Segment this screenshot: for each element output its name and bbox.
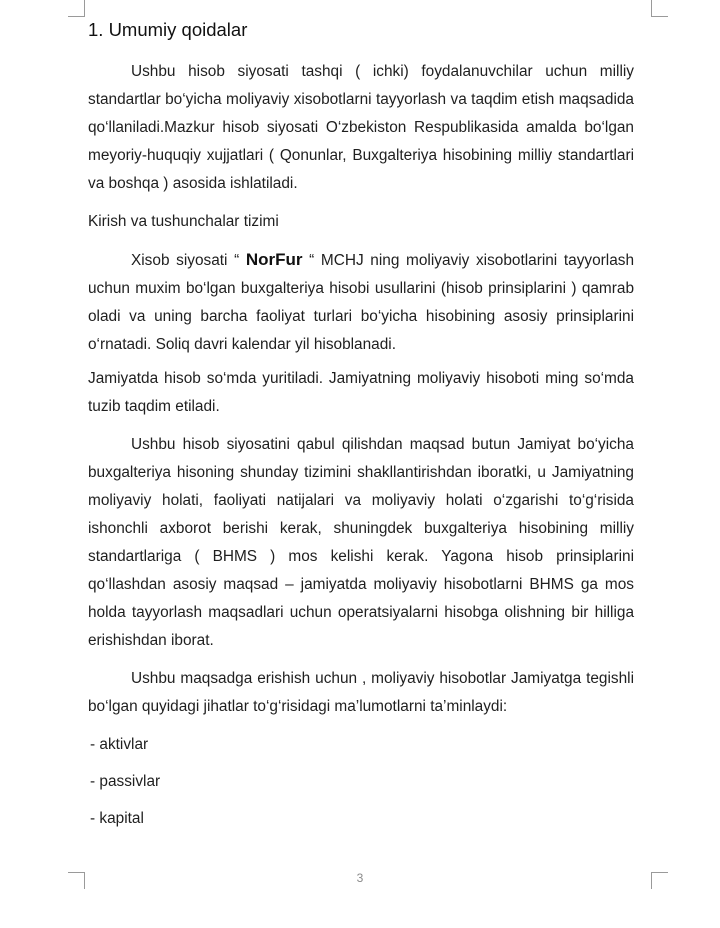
paragraph-policy-start: Xisob siyosati “ bbox=[131, 252, 240, 269]
company-name: NorFur bbox=[245, 250, 303, 269]
crop-mark-top-right bbox=[651, 0, 668, 17]
paragraph-policy bbox=[88, 246, 634, 359]
page-number: 3 bbox=[356, 871, 364, 885]
subheading: Kirish va tushunchalar tizimi bbox=[88, 213, 279, 230]
paragraph-intro: Ushbu hisob siyosati tashqi ( ichki) foydalanuvchilar uchun milliy standartlar bo‘yicha moliyaviy xisobotlarni tayyorlash va taqdim etish maqsadida qo‘llaniladi.Mazkur hisob siyosati O‘zbekiston Respublikasida amalda bo‘lgan meyoriy-huquqiy xujjatlari ( Qonunlar, Buxgalteriya hisobining milliy standartlari va boshqa ) asosida ishlatiladi. bbox=[88, 63, 634, 192]
paragraph-goal: Ushbu maqsadga erishish uchun , moliyaviy hisobotlar Jamiyatga tegishli bo‘lgan quyidagi jihatlar to‘g‘risidagi ma’lumotlarni ta’minlaydi: bbox=[88, 670, 634, 715]
list-item: - passivlar bbox=[90, 773, 161, 790]
crop-mark-top-left bbox=[68, 0, 85, 17]
section-heading: 1. Umumiy qoidalar bbox=[88, 19, 248, 40]
list-item: - kapital bbox=[90, 810, 144, 827]
paragraph-currency: Jamiyatda hisob so‘mda yuritiladi. Jamiyatning moliyaviy hisoboti ming so‘mda tuzib taqdim etiladi. bbox=[88, 370, 634, 415]
page-content bbox=[88, 18, 634, 842]
bullet-list bbox=[88, 731, 634, 833]
paragraph-purpose: Ushbu hisob siyosatini qabul qilishdan maqsad butun Jamiyat bo‘yicha buxgalteriya hisoning shunday tizimini shakllantirishdan iboratki, u Jamiyatning moliyaviy holati, faoliyati natijalari va moliyaviy holati o‘zgarishi to‘g‘risida ishonchli axborot berishi kerak, shuningdek buxgalteriya hisobining milliy standartlariga ( BHMS ) mos kelishi kerak. Yagona hisob prinsiplarini qo‘llashdan asosiy maqsad – jamiyatda moliyaviy hisobotlarni BHMS ga mos holda tayyorlash maqsadlari uchun operatsiyalarni hisobga olishning bir hilliga erishishdan iborat. bbox=[88, 436, 634, 649]
list-item: - aktivlar bbox=[90, 736, 149, 753]
paragraph-policy-rest: “ MCHJ ning moliyaviy xisobotlarini tayyorlash uchun muxim bo‘lgan buxgalteriya hisobi usullarini (hisob prinsiplarini ) qamrab oladi va uning barcha faoliyat turlari bo‘yicha hisobining asosiy prinsiplarini o‘rnatadi. Soliq davri kalendar yil hisoblanadi. bbox=[88, 252, 635, 353]
